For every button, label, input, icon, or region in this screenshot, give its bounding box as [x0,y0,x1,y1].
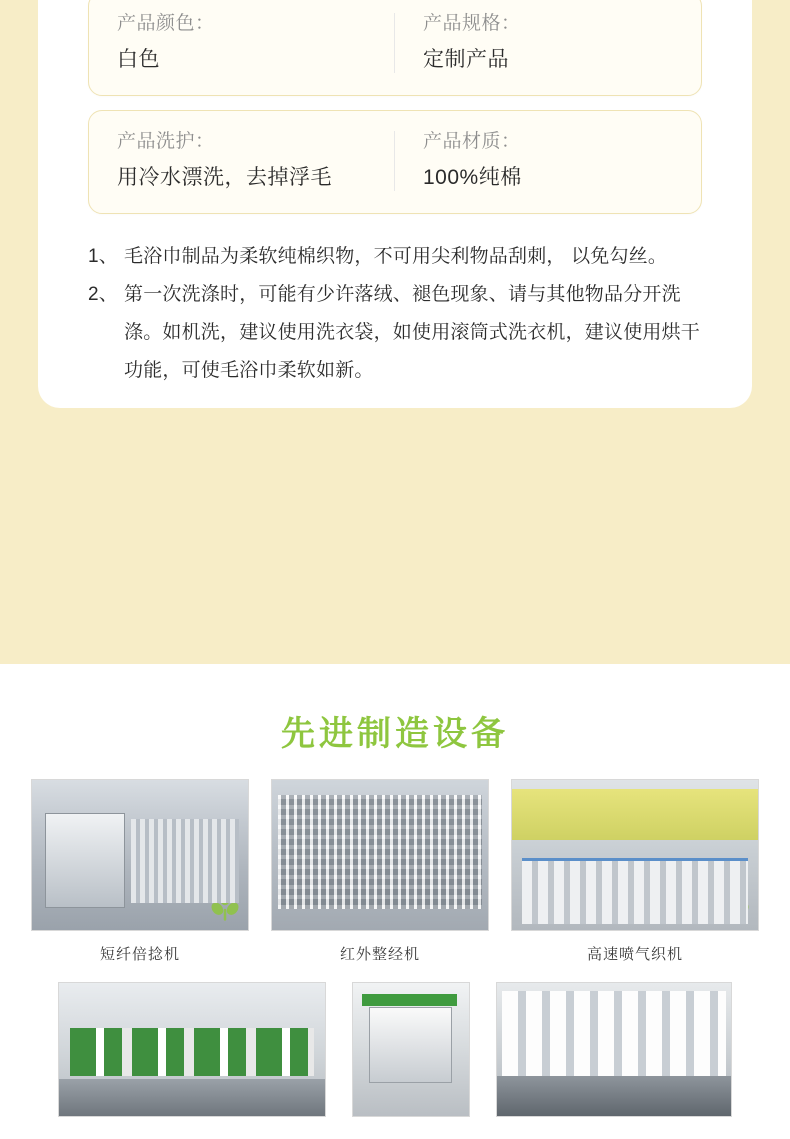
product-spec-panel [38,0,752,408]
equipment-item [58,982,326,1129]
note-item [88,238,714,276]
spec-label: 产品规格： [423,13,521,34]
note-number: 1、 [88,246,118,267]
manufacturing-equipment-section [0,664,790,1139]
equipment-photo-production-line [58,982,326,1117]
equipment-photo-cutting-machine [352,982,470,1117]
spec-value: 100%纯棉 [423,166,522,189]
equipment-caption: 短纤倍捻机 [99,946,180,963]
spec-cell-product-size [395,9,701,77]
spec-card-care-material [88,110,702,214]
equipment-item [496,982,732,1129]
equipment-row-2 [0,982,790,1129]
equipment-photo-infrared-warping-machine [271,779,489,931]
care-notes-list [88,238,714,390]
spec-card-color-size [88,0,702,96]
equipment-item [352,982,470,1129]
equipment-photo-twisting-machine [31,779,249,931]
note-text: 毛浴巾制品为柔软纯棉织物，不可用尖利物品刮刺， 以免勾丝。 [124,246,668,267]
spec-label: 产品材质： [423,131,521,152]
spec-cell-product-color [89,9,395,77]
spec-value: 定制产品 [423,48,509,71]
note-item [88,276,714,390]
leaf-logo-icon [718,890,752,924]
note-text: 第一次洗涤时，可能有少许落绒、褪色现象、请与其他物品分开洗涤。如机洗，建议使用洗衣袋，如使用滚筒式洗衣机，建议使用烘干功能，可使毛浴巾柔软如新。 [124,284,701,381]
equipment-photo-workshop [496,982,732,1117]
equipment-item [31,779,249,964]
spec-cell-product-care [89,127,395,195]
spec-label: 产品洗护： [117,131,215,152]
spec-label: 产品颜色： [117,13,215,34]
spec-cell-product-material [395,127,701,195]
equipment-photo-air-jet-loom [511,779,759,931]
equipment-row-1 [0,779,790,964]
note-number: 2、 [88,284,118,305]
equipment-item [271,779,489,964]
equipment-section-title: 先进制造设备 [281,715,509,753]
spec-value: 白色 [117,48,160,71]
equipment-caption: 红外整经机 [339,946,420,963]
equipment-item [511,779,759,964]
spec-value: 用冷水漂洗，去掉浮毛 [117,166,332,189]
equipment-caption: 高速喷气织机 [586,946,683,963]
leaf-logo-icon [208,890,242,924]
